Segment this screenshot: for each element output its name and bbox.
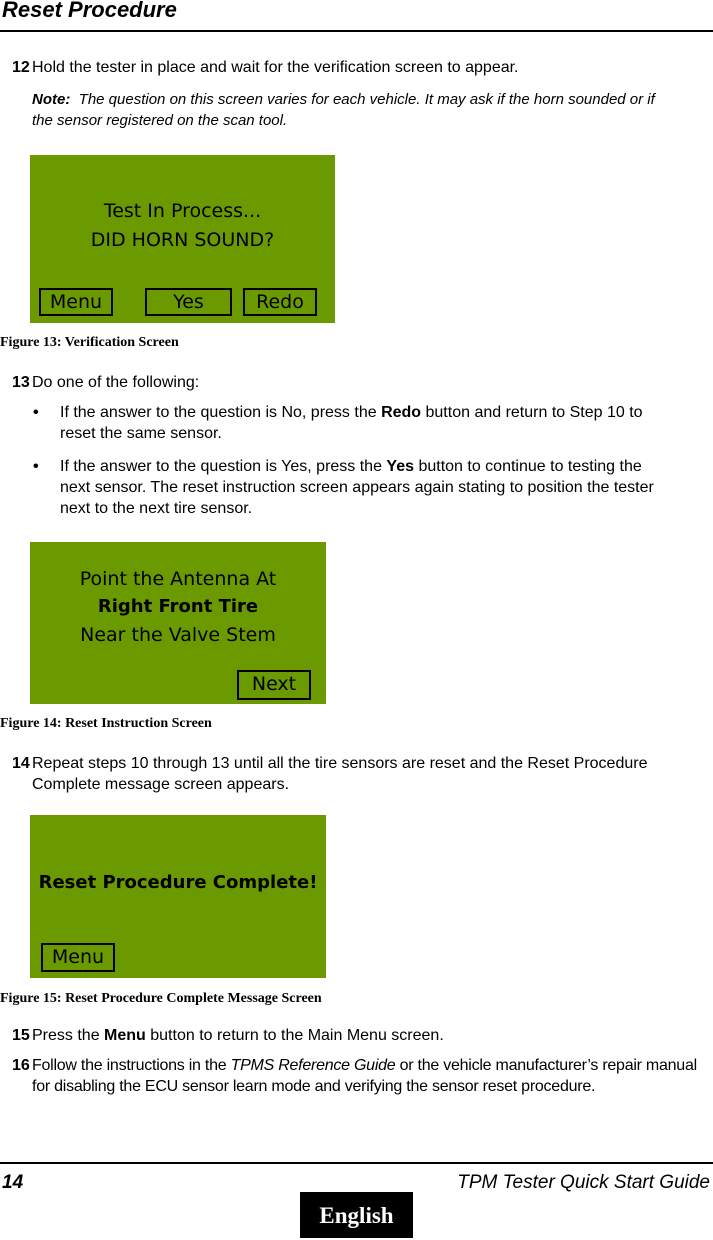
step-number: 14 bbox=[12, 755, 30, 772]
bullet-text: button to continue to testing the next sensor. The reset instruction screen appears again stating to position the tester next to the next tire sensor. bbox=[60, 458, 654, 517]
screen-line-2: DID HORN SOUND? bbox=[90, 229, 275, 251]
language-tab: English bbox=[300, 1192, 413, 1238]
menu-button[interactable]: Menu bbox=[41, 943, 115, 972]
reset-complete-screen bbox=[30, 815, 326, 978]
bullet-text: button and return to Step 10 to reset the same sensor. bbox=[60, 404, 643, 442]
bullet-text: If the answer to the question is Yes, press the bbox=[60, 458, 387, 475]
bullet-icon: • bbox=[33, 404, 39, 421]
note-label: Note: bbox=[32, 91, 71, 108]
screen-line-1: Test In Process... bbox=[103, 200, 262, 222]
bullet-bold: Redo bbox=[381, 404, 422, 421]
redo-button[interactable]: Redo bbox=[243, 288, 317, 316]
step-number: 15 bbox=[12, 1027, 30, 1044]
screen-line-1: Reset Procedure Complete! bbox=[38, 872, 318, 893]
step-text: button to return to the Main Menu screen. bbox=[145, 1027, 444, 1044]
step-italic: TPMS Reference Guide bbox=[230, 1057, 396, 1074]
verification-screen bbox=[30, 155, 335, 323]
step-text: Follow the instructions in the bbox=[32, 1057, 231, 1074]
step-number: 12 bbox=[12, 59, 30, 76]
bullet-text: If the answer to the question is No, press the bbox=[60, 404, 382, 421]
header-rule bbox=[0, 30, 713, 32]
step-number: 16 bbox=[12, 1057, 30, 1074]
next-button[interactable]: Next bbox=[237, 670, 311, 700]
screen-line-1: Point the Antenna At bbox=[79, 568, 277, 590]
figure-13-caption: Figure 13: Verification Screen bbox=[0, 335, 179, 350]
screen-line-3: Near the Valve Stem bbox=[80, 624, 276, 646]
menu-button[interactable]: Menu bbox=[39, 288, 113, 316]
step-text: or the vehicle manufacturer’s repair manual for disabling the ECU sensor learn mode and verifying the sensor reset procedure. bbox=[32, 1057, 697, 1095]
bullet-bold: Yes bbox=[386, 458, 415, 475]
note bbox=[32, 89, 662, 131]
page-number: 14 bbox=[2, 1172, 24, 1193]
step-text: Press the bbox=[32, 1027, 105, 1044]
bullet-icon: • bbox=[33, 458, 39, 475]
figure-14-caption: Figure 14: Reset Instruction Screen bbox=[0, 716, 212, 731]
screen-line-2: Right Front Tire bbox=[97, 596, 259, 617]
step-text: Repeat steps 10 through 13 until all the tire sensors are reset and the Reset Procedure Complete message screen appears. bbox=[32, 755, 648, 793]
step-text: Do one of the following: bbox=[32, 374, 200, 391]
step-text: Hold the tester in place and wait for the verification screen to appear. bbox=[32, 59, 519, 76]
step-number: 13 bbox=[12, 374, 30, 391]
note-text: The question on this screen varies for each vehicle. It may ask if the horn sounded or if the sensor registered on the scan tool. bbox=[32, 91, 655, 129]
step-bold: Menu bbox=[104, 1027, 146, 1044]
footer-rule bbox=[0, 1162, 713, 1164]
reset-instruction-screen bbox=[30, 542, 326, 704]
guide-title: TPM Tester Quick Start Guide bbox=[457, 1172, 710, 1193]
yes-button[interactable]: Yes bbox=[145, 288, 232, 316]
figure-15-caption: Figure 15: Reset Procedure Complete Message Screen bbox=[0, 991, 322, 1006]
header-title: Reset Procedure bbox=[2, 0, 177, 22]
